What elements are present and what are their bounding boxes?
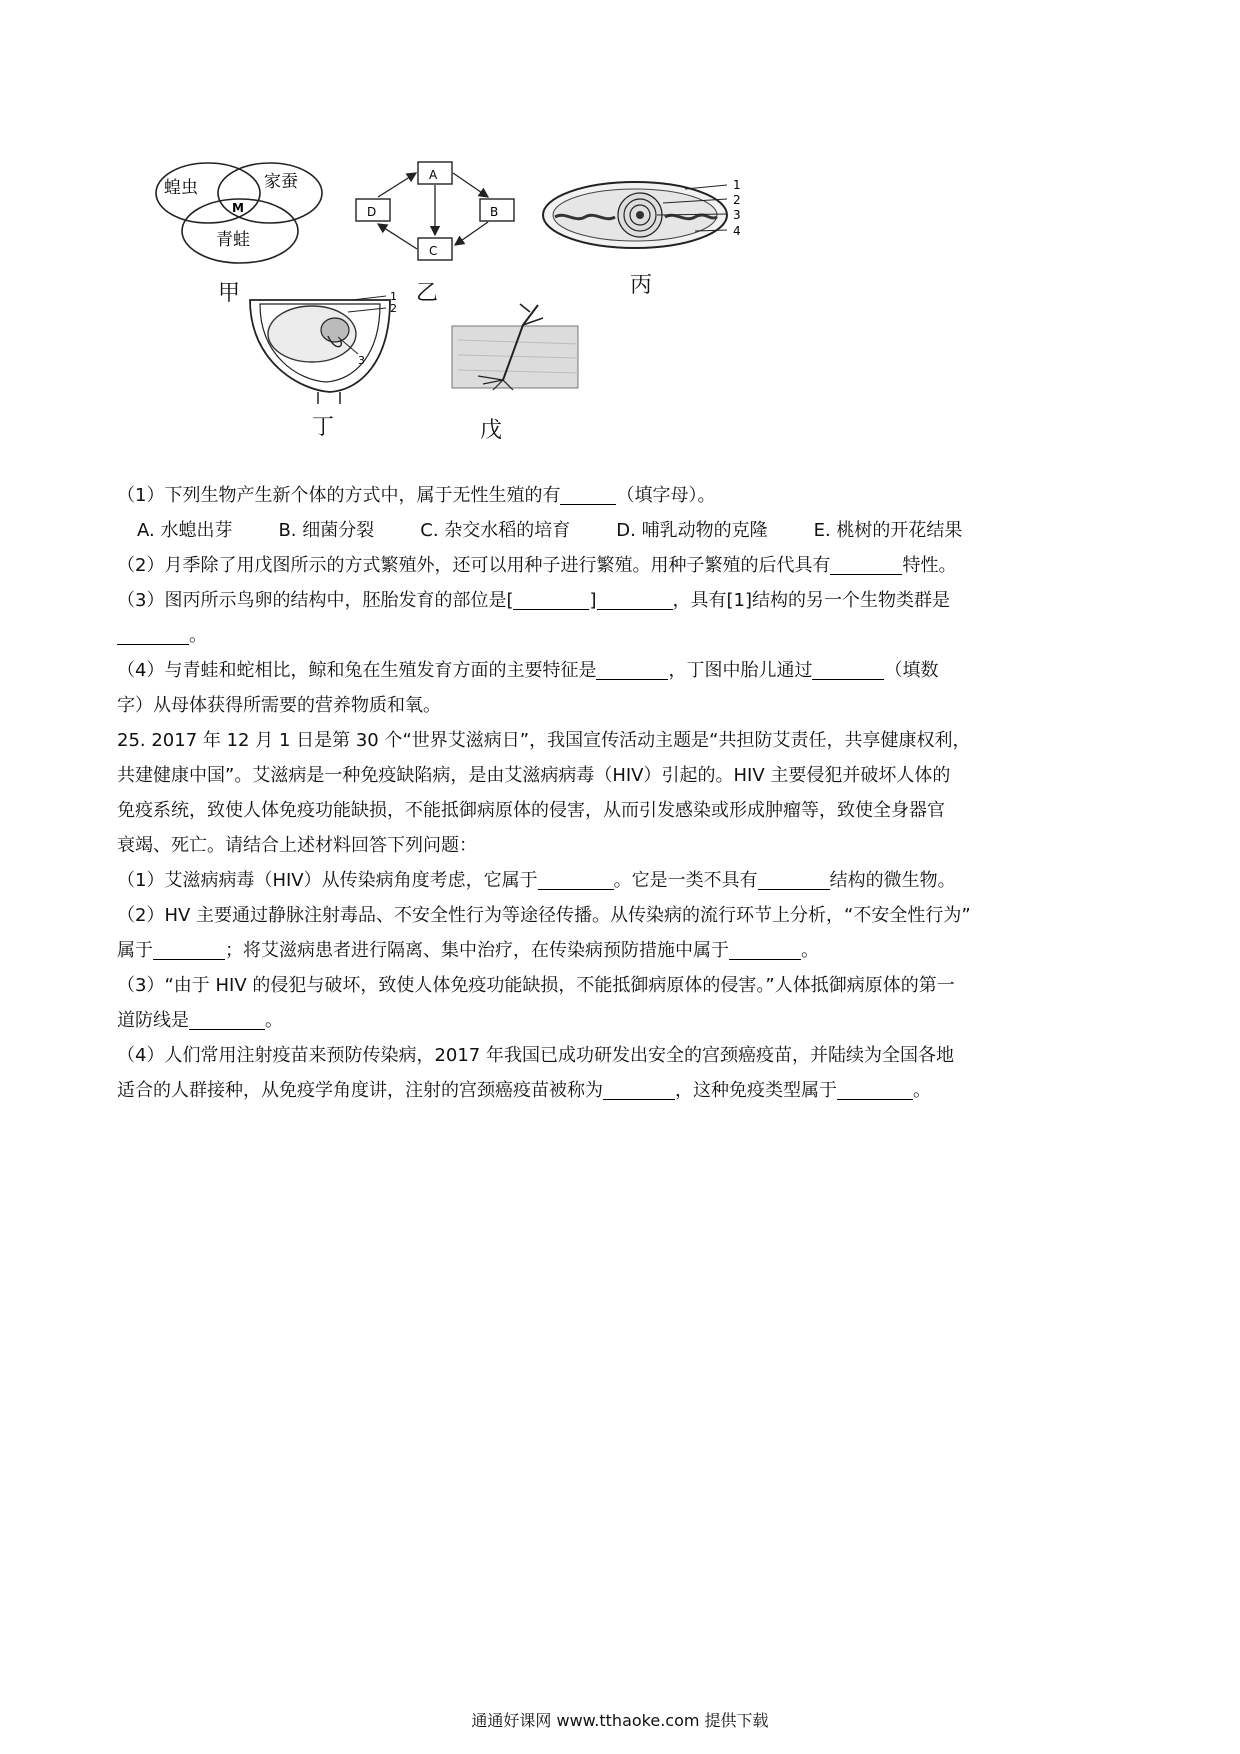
venn-label-locust: 蝗虫	[164, 178, 198, 198]
cycle-diagram-yi	[350, 155, 530, 270]
answer-blank[interactable]	[560, 484, 616, 505]
q24-part3	[117, 583, 1127, 618]
stage-c-label: C	[429, 244, 438, 258]
q24-p4-text: （4）与青蛙和蛇相比，鲸和兔在生殖发育方面的主要特征是	[117, 660, 597, 681]
fetus-label-3: 3	[358, 354, 365, 367]
answer-blank[interactable]	[538, 869, 614, 890]
stage-d-label: D	[367, 205, 377, 219]
q25-p4-end: 。	[913, 1080, 931, 1101]
q24-p4-mid: ，丁图中胎儿通过	[668, 660, 813, 681]
q25-p2-prefix: 属于	[117, 940, 153, 961]
answer-blank[interactable]	[729, 939, 801, 960]
answer-blank[interactable]	[758, 869, 830, 890]
bracket-open: [	[506, 590, 514, 611]
egg-label-2: 2	[733, 193, 741, 207]
venn-diagram-jia	[150, 155, 340, 270]
q25-p2-text: （2）HV 主要通过静脉注射毒品、不安全性行为等途径传播。从传染病的流行环节上分析，“不安全性行为”	[117, 905, 971, 926]
q25-intro-3	[117, 793, 1127, 828]
stage-a-label: A	[429, 168, 438, 182]
q24-p3-end: 。	[189, 625, 207, 646]
q25-intro-text: 25. 2017 年 12 月 1 日是第 30 个“世界艾滋病日”，我国宣传活动主题是“共担防艾责任，共享健康权利，	[117, 730, 971, 751]
stage-b-label: B	[490, 205, 499, 219]
caption-bing: 丙	[630, 273, 653, 298]
q24-p2-suffix: 特性。	[902, 555, 957, 576]
q24-part4	[117, 653, 1127, 688]
fetus-label-1: 1	[390, 292, 397, 303]
q24-p3-text: （3）图丙所示鸟卵的结构中，胚胎发育的部位是	[117, 590, 507, 611]
question-text	[117, 478, 1127, 1108]
fetus-label-2: 2	[390, 302, 397, 315]
q25-part4	[117, 1038, 1127, 1073]
q25-p4-text: （4）人们常用注射疫苗来预防传染病，2017 年我国已成功研发出安全的宫颈癌疫苗，并陆续为全国各地	[117, 1045, 954, 1066]
q24-p2-text: （2）月季除了用戊图所示的方式繁殖外，还可以用种子进行繁殖。用种子繁殖的后代具有	[117, 555, 831, 576]
q25-intro-4	[117, 828, 1127, 863]
q24-p3-mid: ，具有[1]结构的另一个生物类群是	[672, 590, 951, 611]
option-d: D. 哺乳动物的克隆	[616, 520, 768, 541]
q24-part2	[117, 548, 1127, 583]
answer-blank[interactable]	[830, 554, 902, 575]
q25-part3	[117, 968, 1127, 1003]
bracket-close: ]	[589, 590, 597, 611]
q24-p4-cont: 字）从母体获得所需要的营养物质和氧。	[117, 695, 441, 716]
egg-label-3: 3	[733, 208, 741, 222]
egg-label-4: 4	[733, 224, 741, 238]
q24-part4-cont	[117, 688, 1127, 723]
q24-p4-end: （填数	[884, 660, 939, 681]
q25-p3-text: （3）“由于 HIV 的侵犯与破坏，致使人体免疫功能缺损，不能抵御病原体的侵害。”人体抵御病原体的第一	[117, 975, 955, 996]
caption-jia: 甲	[218, 281, 241, 306]
q25-intro-text: 共建健康中国”。艾滋病是一种免疫缺陷病，是由艾滋病病毒（HIV）引起的。HIV 主要侵犯并破坏人体的	[117, 765, 951, 786]
caption-wu: 戊	[480, 418, 503, 443]
figures-area	[0, 0, 1240, 460]
q25-p1-end: 结构的微生物。	[829, 870, 956, 891]
q25-part2	[117, 898, 1127, 933]
q24-part1	[117, 478, 1127, 513]
q25-p1-text: （1）艾滋病病毒（HIV）从传染病角度考虑，它属于	[117, 870, 538, 891]
answer-blank[interactable]	[189, 1009, 265, 1030]
answer-blank[interactable]	[596, 659, 668, 680]
answer-blank[interactable]	[117, 624, 189, 645]
bird-egg-diagram-bing	[535, 175, 755, 260]
fetus-diagram-ding	[240, 292, 430, 407]
answer-blank[interactable]	[812, 659, 884, 680]
answer-blank[interactable]	[153, 939, 225, 960]
q25-intro-text: 衰竭、死亡。请结合上述材料回答下列问题：	[117, 835, 477, 856]
option-b: B. 细菌分裂	[278, 520, 375, 541]
cutting-diagram-wu	[448, 300, 583, 395]
q25-p3-end: 。	[265, 1010, 283, 1031]
q25-intro-text: 免疫系统，致使人体免疫功能缺损，不能抵御病原体的侵害，从而引发感染或形成肿瘤等，致使全身器官	[117, 800, 945, 821]
answer-blank[interactable]	[837, 1079, 913, 1100]
q24-p1-text: （1）下列生物产生新个体的方式中，属于无性生殖的有	[117, 485, 561, 506]
answer-blank[interactable]	[597, 589, 673, 610]
q25-part2-cont	[117, 933, 1127, 968]
q25-intro-1	[117, 723, 1127, 758]
q24-p1-suffix: （填字母）。	[616, 485, 716, 506]
answer-blank[interactable]	[603, 1079, 675, 1100]
answer-blank[interactable]	[513, 589, 589, 610]
q24-options	[117, 513, 1127, 548]
option-c: C. 杂交水稻的培育	[420, 520, 571, 541]
caption-ding: 丁	[312, 415, 335, 440]
caption-yi: 乙	[416, 281, 439, 306]
venn-label-m: M	[232, 201, 244, 215]
q25-p4-mid: ，这种免疫类型属于	[675, 1080, 837, 1101]
q25-intro-2	[117, 758, 1127, 793]
page-footer: 通通好课网 www.tthaoke.com 提供下载	[471, 1711, 769, 1730]
q25-p4-prefix: 适合的人群接种，从免疫学角度讲，注射的宫颈癌疫苗被称为	[117, 1080, 603, 1101]
option-a: A. 水螅出芽	[137, 520, 233, 541]
venn-label-silkworm: 家蚕	[264, 172, 298, 192]
q24-part3-cont	[117, 618, 1127, 653]
q25-p3-prefix: 道防线是	[117, 1010, 189, 1031]
q25-part4-cont	[117, 1073, 1127, 1108]
option-e: E. 桃树的开花结果	[813, 520, 963, 541]
q25-p2-mid: ；将艾滋病患者进行隔离、集中治疗，在传染病预防措施中属于	[225, 940, 729, 961]
venn-label-frog: 青蛙	[216, 230, 250, 250]
egg-label-1: 1	[733, 178, 741, 192]
q25-part3-cont	[117, 1003, 1127, 1038]
q25-p2-end: 。	[801, 940, 819, 961]
q25-part1	[117, 863, 1127, 898]
q25-p1-mid: 。它是一类不具有	[613, 870, 758, 891]
